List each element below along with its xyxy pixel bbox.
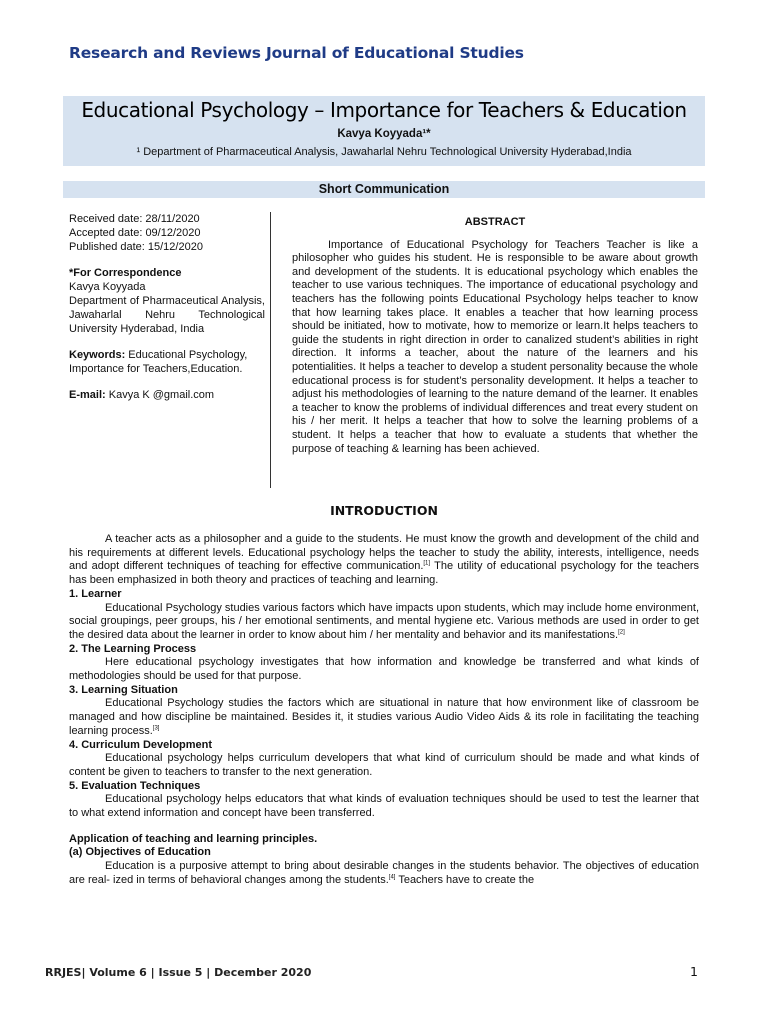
section-heading-curriculum: 4. Curriculum Development [69, 738, 213, 751]
correspondence-name: Kavya Koyyada [69, 281, 146, 293]
keywords-text: Educational Psychology, Importance for Teachers,Education. [69, 349, 248, 375]
ref-2[interactable]: [2] [618, 629, 625, 636]
ref-1[interactable]: [1] [423, 560, 431, 567]
author-name: Kavya Koyyada¹* [337, 128, 431, 140]
correspondence-department: Department of Pharmaceutical Analysis, Jawaharlal Nehru Technological University Hyderabad, India [69, 295, 265, 335]
section-text-evaluation: Educational psychology helps educators that what kinds of evaluation techniques should be used to test the learner that to what extend information and concept have been transferred. [69, 793, 699, 820]
correspondence-label: *For Correspondence [69, 267, 182, 279]
intro-text-b: The utility of educational psychology for the teachers has been emphasized in both theory and practices of teaching and learning. [69, 560, 699, 587]
author-affiliation: ¹ Department of Pharmaceutical Analysis, Jawaharlal Nehru Technological University Hyderabad,India [136, 146, 632, 158]
section-text-learning-process: Here educational psychology investigates that how information and knowledge be transferred and what kinds of methodologies should be used for that purpose. [69, 656, 699, 683]
published-date: Published date: 15/12/2020 [69, 241, 203, 253]
section-text-learner [69, 602, 699, 643]
objectives-text-a: Education is a purposive attempt to bring about desirable changes in the students behavior. The objectives of education are real- ized in terms of behavioral changes among the students. [69, 860, 699, 886]
section-text-curriculum: Educational psychology helps curriculum developers that what kind of curriculum should be made and what kinds of content be given to teachers to transfer to the next generation. [69, 752, 699, 778]
introduction-heading: INTRODUCTION [330, 503, 438, 518]
intro-paragraph [69, 533, 699, 588]
article-info-column [69, 212, 265, 402]
section-heading-learner: 1. Learner [69, 587, 122, 600]
abstract-text: Importance of Educational Psychology for Teachers Teacher is like a philosopher who guides his student. He is responsible to be aware about growth and development of the students. It is educational psychology which enables the teacher to use various techniques. The importance of educational psychology and teachers has the following points Educational Psychology helps teacher to know that how learning takes place. It enables a teacher that how learning process should be initiated, how to motivate, how to memorize or learn.It helps teachers to guide the students in right direction in order to canalized student’s abilities in right direction. It informs a teacher, about the nature of the learners and his potentialities. It helps a teacher to develop a student personality because the whole educational process is for student’s personality development. It helps a teacher to adjust his methodologies of learning to the nature demand of the learner. It enables a teacher to know the problems of individual differences and treat every student on his / her merit. It helps a teacher that how to solve the learning problems of a student. It helps a teacher that how to evaluate a students that whether the purpose of teaching & learning has been achieved. [292, 238, 698, 455]
abstract-heading: ABSTRACT [464, 216, 526, 228]
section-heading-application: Application of teaching and learning principles. [69, 832, 318, 845]
journal-name: Research and Reviews Journal of Educational Studies [69, 44, 524, 62]
section-label: Short Communication [63, 181, 705, 198]
accepted-date: Accepted date: 09/12/2020 [69, 227, 201, 239]
received-date: Received date: 28/11/2020 [69, 213, 200, 225]
situation-text: Educational Psychology studies the factors which are situational in nature that how environment like of classroom be managed and how discipline be maintained. Besides it, it studies various Audio Video Aids & its role in facilitating the teaching learning process. [69, 697, 699, 737]
abstract-column [292, 216, 698, 456]
email-address[interactable]: Kavya K @gmail.com [105, 389, 215, 401]
objectives-text-b: Teachers have to create the [395, 873, 535, 886]
section-text-objectives [69, 860, 699, 887]
section-text-learning-situation [69, 697, 699, 738]
section-heading-learning-situation: 3. Learning Situation [69, 683, 178, 696]
body-text [69, 533, 699, 888]
learner-text: Educational Psychology studies various factors which have impacts upon students, which may include home environment, social groupings, peer groups, his / her emotional sentiments, and mental hygiene etc. Various methods are used in order to get the desired data about the learner in order to know about him / her mentality and behavior and its manifestations. [69, 601, 699, 641]
column-divider [270, 212, 271, 488]
section-heading-evaluation: 5. Evaluation Techniques [69, 779, 201, 792]
page-number: 1 [690, 964, 698, 979]
title-block [63, 96, 705, 166]
ref-3[interactable]: [3] [152, 725, 160, 732]
intro-text-a: A teacher acts as a philosopher and a guide to the students. He must know the growth and development of the child and his requirements at different levels. Educational psychology helps the teacher to study the ability, interests, intelligence, needs and adopt different techniques of teaching for effective communication. [69, 533, 699, 573]
keywords-label: Keywords: [69, 349, 126, 361]
ref-4[interactable]: [4] [388, 874, 396, 881]
article-title: Educational Psychology – Importance for Teachers & Education [81, 98, 687, 122]
email [69, 388, 265, 402]
email-label: E-mail: [69, 389, 106, 401]
page-footer: RRJES| Volume 6 | Issue 5 | December 2020 [45, 966, 312, 979]
keywords [69, 348, 265, 376]
section-heading-learning-process: 2. The Learning Process [69, 642, 197, 655]
subsection-heading-objectives: (a) Objectives of Education [69, 846, 211, 859]
